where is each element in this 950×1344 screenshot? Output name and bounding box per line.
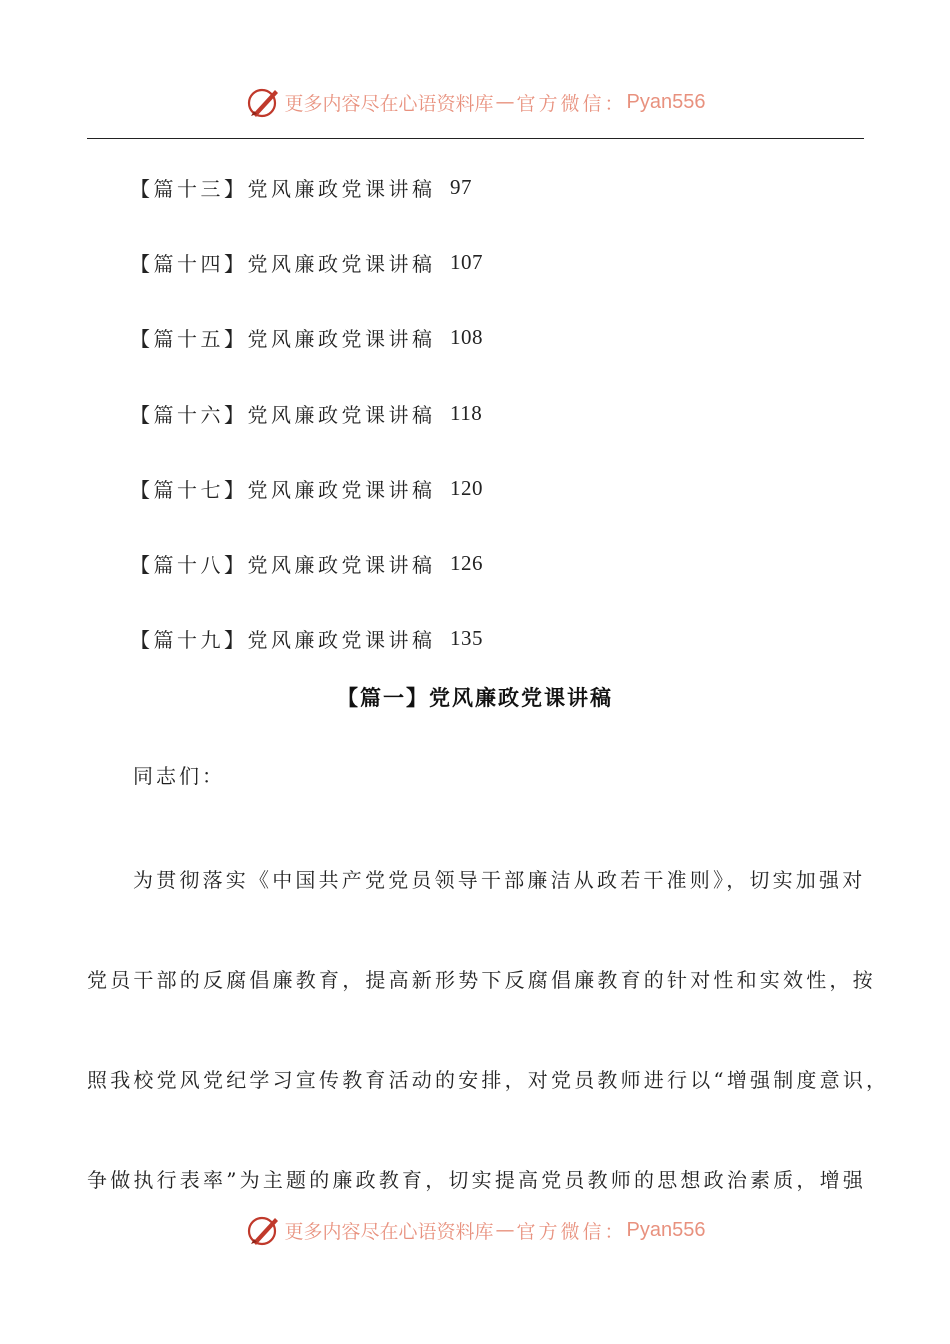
toc-page: 107 xyxy=(450,250,483,275)
toc-page: 120 xyxy=(450,475,483,500)
pen-logo-icon xyxy=(245,84,281,120)
toc-item[interactable] xyxy=(130,601,830,676)
footer-banner xyxy=(0,1210,950,1250)
toc-page: 135 xyxy=(450,626,483,651)
toc-item[interactable] xyxy=(130,376,830,451)
toc-page: 118 xyxy=(450,400,483,425)
banner-wechat-id: Pyan556 xyxy=(626,1218,706,1241)
toc-item[interactable] xyxy=(130,300,830,375)
toc-item[interactable] xyxy=(130,225,830,300)
body-line: 照我校党风党纪学习宣传教育活动的安排，对党员教师进行以“增强制度意识， xyxy=(87,1068,890,1092)
banner-wechat-label: 官方微信： xyxy=(516,92,627,115)
body-line: 争做执行表率”为主题的廉政教育，切实提高党员教师的思想政治素质，增强 xyxy=(87,1168,867,1192)
banner-separator: — xyxy=(495,1219,515,1241)
body-line: 为贯彻落实《中国共产党党员领导干部廉洁从政若干准则》，切实加强对 xyxy=(133,868,866,892)
toc-item[interactable] xyxy=(130,451,830,526)
toc-title: 【篇十四】党风廉政党课讲稿 xyxy=(130,252,436,277)
toc-page: 108 xyxy=(450,325,483,350)
toc-item[interactable] xyxy=(130,526,830,601)
toc-title: 【篇十八】党风廉政党课讲稿 xyxy=(130,553,436,578)
toc-title: 【篇十三】党风廉政党课讲稿 xyxy=(130,177,436,202)
toc-title: 【篇十六】党风廉政党课讲稿 xyxy=(130,402,436,427)
header-rule xyxy=(87,138,864,139)
toc-item[interactable] xyxy=(130,150,830,225)
body-paragraph xyxy=(87,830,890,1230)
header-banner xyxy=(0,82,950,122)
body-line: 党员干部的反腐倡廉教育，提高新形势下反腐倡廉教育的针对性和实效性，按 xyxy=(87,968,876,992)
banner-wechat-label: 官方微信： xyxy=(516,1220,627,1243)
banner-separator: — xyxy=(495,91,515,113)
banner-wechat-id: Pyan556 xyxy=(626,90,706,113)
salutation: 同志们： xyxy=(133,764,225,788)
toc-title: 【篇十七】党风廉政党课讲稿 xyxy=(130,477,436,502)
toc-page: 97 xyxy=(450,175,472,200)
toc-page: 126 xyxy=(450,551,483,576)
toc-list xyxy=(130,150,830,676)
section-heading: 【篇一】党风廉政党课讲稿 xyxy=(337,685,613,710)
toc-title: 【篇十九】党风廉政党课讲稿 xyxy=(130,628,436,653)
toc-title: 【篇十五】党风廉政党课讲稿 xyxy=(130,327,436,352)
banner-text: 更多内容尽在心语资料库 xyxy=(284,92,494,115)
pen-logo-icon xyxy=(245,1212,281,1248)
banner-text: 更多内容尽在心语资料库 xyxy=(284,1220,494,1243)
